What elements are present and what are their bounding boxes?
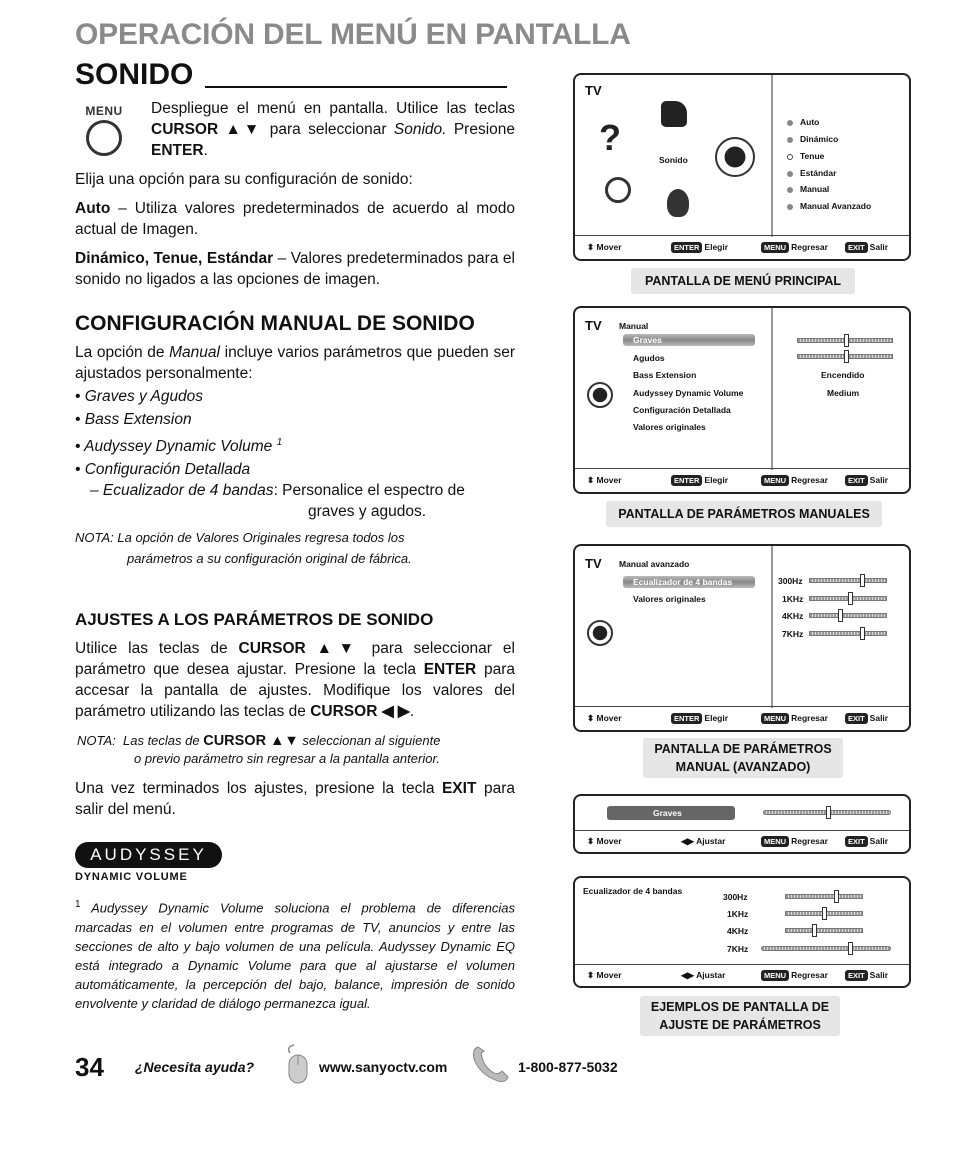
param-audyssey[interactable]: Audyssey Dynamic Volume <box>633 388 744 398</box>
page-number: 34 <box>75 1052 104 1082</box>
eq-adjust-caption: EJEMPLOS DE PANTALLA DE AJUSTE DE PARÁMETROS <box>640 996 840 1036</box>
param-graves[interactable]: Graves <box>633 335 662 345</box>
menu-option-manual[interactable]: Manual <box>787 184 829 194</box>
page-section-title: OPERACIÓN DEL MENÚ EN PANTALLA <box>75 18 631 51</box>
eq-adjust-screen: Ecualizador de 4 bandas 300Hz 1KHz 4KHz 7KHz ⬍ Mover ◀▶ Ajustar MENU Regresar EXIT Salir <box>573 876 911 988</box>
mouse-icon <box>284 1043 312 1085</box>
bass-extension-value: Encendido <box>821 370 865 380</box>
adjust-note: NOTA: Las teclas de CURSOR ▲▼ seleccionan al siguiente <box>77 733 441 749</box>
manual-section-heading: CONFIGURACIÓN MANUAL DE SONIDO <box>75 312 475 335</box>
adjust-note-cont: o previo parámetro sin regresar a la pantalla anterior. <box>134 751 440 766</box>
list-item: • Configuración Detallada <box>75 461 251 479</box>
manual-note: NOTA: La opción de Valores Originales regresa todos los <box>75 530 405 545</box>
band-label: 7KHz <box>727 944 749 954</box>
graves-adjust-screen: Graves ⬍ Mover ◀▶ Ajustar MENU Regresar EXIT Salir <box>573 794 911 854</box>
band-label: 300Hz <box>778 576 803 586</box>
menu-option-dinamico[interactable]: Dinámico <box>787 134 838 144</box>
center-menu-label: Sonido <box>659 155 688 165</box>
page-title: SONIDO <box>75 58 194 91</box>
presets-description: Dinámico, Tenue, Estándar – Valores predeterminados para el sonido no ligados a las opciones de imagen. <box>75 250 515 288</box>
audyssey-logo: AUDYSSEY <box>75 842 222 868</box>
agudos-slider[interactable] <box>797 354 893 359</box>
setup-icon <box>605 177 631 203</box>
param-bass-extension[interactable]: Bass Extension <box>633 370 697 380</box>
param-config-detallada[interactable]: Configuración Detallada <box>633 405 731 415</box>
equalizer-subitem-cont: graves y agudos. <box>308 503 427 520</box>
intro-paragraph: Despliegue el menú en pantalla. Utilice las teclas CURSOR ▲▼ para seleccionar Sonido. Presione ENTER. <box>151 100 515 159</box>
param-ecualizador[interactable]: Ecualizador de 4 bandas <box>633 577 733 587</box>
sound-icon <box>587 620 613 646</box>
website-link[interactable]: www.sanyoctv.com <box>319 1059 448 1075</box>
advanced-params-screen: TV Manual avanzado Ecualizador de 4 bandas Valores originales 300Hz 1KHz 4KHz 7KHz ⬍ Mover ENTER Elegir MENU Regresar EXIT Salir <box>573 544 911 732</box>
band-label: 300Hz <box>723 892 748 902</box>
menu-option-tenue[interactable]: Tenue <box>787 151 824 161</box>
tv-label: TV <box>585 83 602 98</box>
picture-icon <box>661 101 687 127</box>
screen-title: Manual <box>619 321 649 331</box>
sound-icon <box>715 137 755 177</box>
eq-title: Ecualizador de 4 bandas <box>583 886 683 896</box>
band-slider[interactable] <box>785 894 863 899</box>
menu-option-estandar[interactable]: Estándar <box>787 168 836 178</box>
equalizer-subitem: – Ecualizador de 4 bandas: Personalice el espectro de <box>90 482 465 499</box>
menu-option-manual-avanzado[interactable]: Manual Avanzado <box>787 201 871 211</box>
param-agudos[interactable]: Agudos <box>633 353 665 363</box>
choose-option-text: Elija una opción para su configuración de sonido: <box>75 171 413 188</box>
list-item: • Graves y Agudos <box>75 388 204 405</box>
band-slider[interactable] <box>809 578 887 583</box>
help-icon: ? <box>599 117 621 158</box>
param-valores-originales[interactable]: Valores originales <box>633 594 706 604</box>
band-slider[interactable] <box>809 631 887 636</box>
manual-bullets <box>75 386 515 480</box>
auto-description: Auto – Utiliza valores predeterminados de acuerdo al modo actual de Imagen. <box>75 200 515 238</box>
menu-button-icon: MENU <box>80 104 128 158</box>
screen-title: Manual avanzado <box>619 559 690 569</box>
help-text: ¿Necesita ayuda? <box>135 1059 255 1075</box>
audyssey-logo-subtitle: DYNAMIC VOLUME <box>75 871 188 883</box>
advanced-params-caption: PANTALLA DE PARÁMETROS MANUAL (AVANZADO) <box>643 738 843 778</box>
lock-icon <box>667 189 689 217</box>
manual-note-cont: parámetros a su configuración original de fábrica. <box>127 551 412 566</box>
band-label: 1KHz <box>782 594 804 604</box>
graves-label: Graves <box>653 808 682 818</box>
graves-slider[interactable] <box>763 810 891 815</box>
menu-option-auto[interactable]: Auto <box>787 117 819 127</box>
band-label: 1KHz <box>727 909 749 919</box>
band-label: 7KHz <box>782 629 804 639</box>
menu-nav-bar: ⬍ Mover ENTER Elegir MENU Regresar EXIT Salir <box>575 235 909 259</box>
list-item: • Audyssey Dynamic Volume $^1$ <box>75 437 283 456</box>
exit-paragraph: Una vez terminados los ajustes, presione la tecla EXIT para salir del menú. <box>75 780 515 818</box>
band-slider-selected[interactable] <box>761 946 891 951</box>
band-slider[interactable] <box>809 596 887 601</box>
manual-params-caption: PANTALLA DE PARÁMETROS MANUALES <box>606 501 882 527</box>
band-slider[interactable] <box>785 928 863 933</box>
phone-icon <box>470 1043 512 1085</box>
graves-slider[interactable] <box>797 338 893 343</box>
band-label: 4KHz <box>782 611 804 621</box>
adjust-paragraph: Utilice las teclas de CURSOR ▲▼ para seleccionar el parámetro que desea ajustar. Presione la tecla ENTER para accesar la pantalla de ajustes. Modifique los valores del parámetro utilizando las teclas de CURSOR ◀ ▶. <box>75 640 515 720</box>
param-valores-originales[interactable]: Valores originales <box>633 422 706 432</box>
band-label: 4KHz <box>727 926 749 936</box>
list-item: • Bass Extension <box>75 411 192 428</box>
audyssey-footnote: $^1$ Audyssey Dynamic Volume soluciona el problema de diferencias marcadas en el volumen entre programas de TV, anuncios y entre las secciones de alto y bajo volumen de una película. Audyssey Dynamic EQ está integrado a Dynamic Volume para que al ajustarse el volumen automáticamente, la percepción del bajo, balance, impresión de sonido envolvente y claridad de diálogo permanezca igual. <box>75 899 515 1012</box>
band-slider[interactable] <box>809 613 887 618</box>
manual-params-screen: TV Manual Graves Agudos Bass Extension Audyssey Dynamic Volume Configuración Detallada Valores originales Encendido Medium ⬍ Mover ENTER Elegir MENU Regresar EXIT Salir <box>573 306 911 494</box>
adjust-section-heading: AJUSTES A LOS PARÁMETROS DE SONIDO <box>75 610 434 629</box>
manual-intro: La opción de Manual incluye varios parámetros que pueden ser ajustados personalmente: <box>75 344 515 382</box>
band-slider[interactable] <box>785 911 863 916</box>
main-menu-screen <box>573 73 911 261</box>
audyssey-value: Medium <box>827 388 860 398</box>
sound-icon <box>587 382 613 408</box>
title-underline <box>205 86 507 88</box>
phone-number: 1-800-877-5032 <box>518 1059 618 1075</box>
main-menu-caption: PANTALLA DE MENÚ PRINCIPAL <box>631 268 855 294</box>
